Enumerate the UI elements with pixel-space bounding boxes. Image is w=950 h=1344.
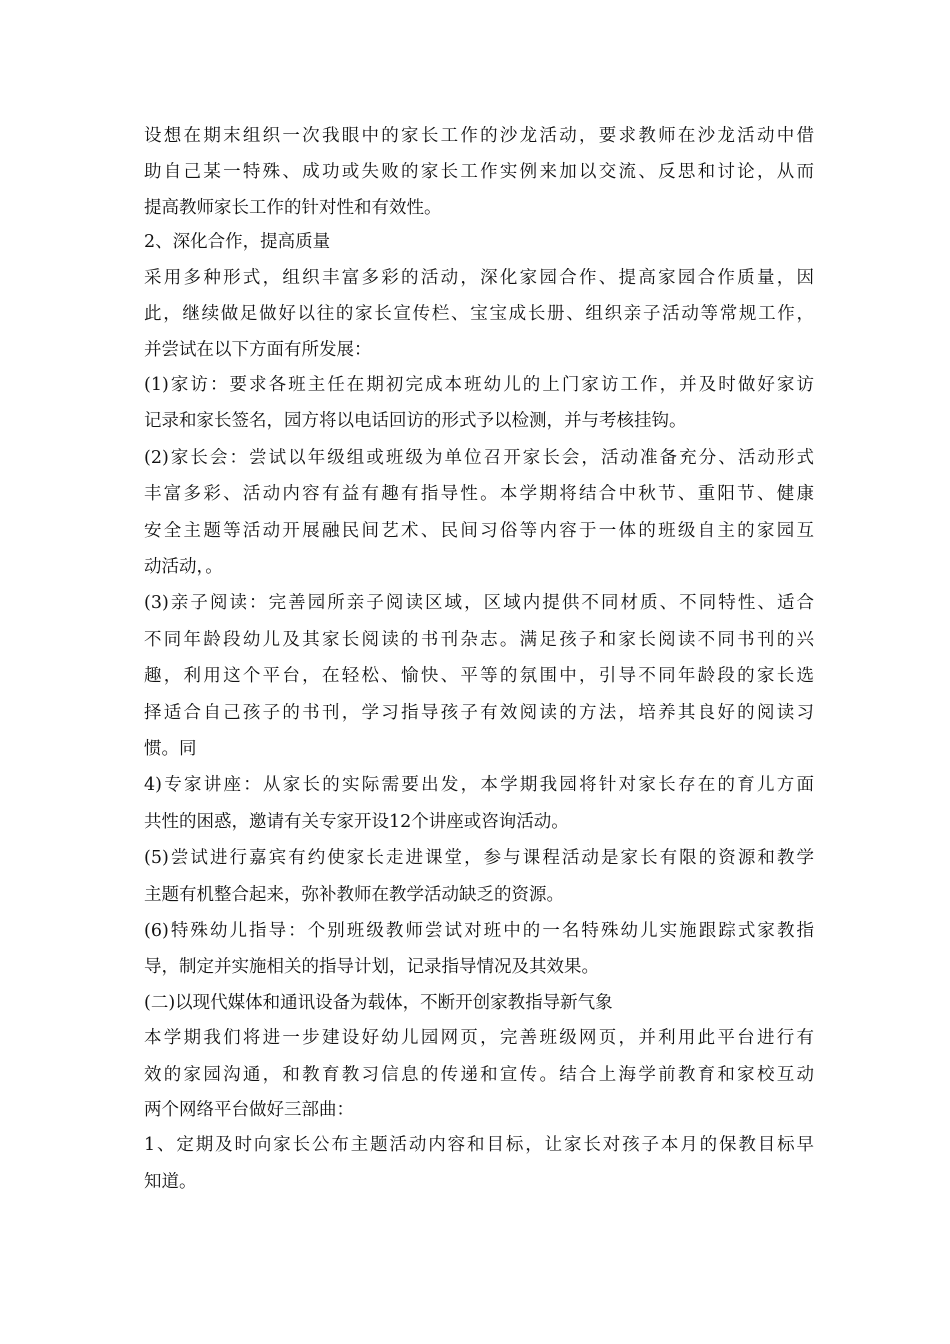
text-line: 择适合自己孩子的书刊，学习指导孩子有效阅读的方法，培养其良好的阅读习 [144, 702, 814, 723]
text-line: (1)家访：要求各班主任在期初完成本班幼儿的上门家访工作，并及时做好家访 [144, 375, 814, 396]
document-body [144, 118, 824, 1200]
text-line: 知道。 [144, 1171, 197, 1192]
text-line: 导，制定并实施相关的指导计划，记录指导情况及其效果。 [144, 957, 599, 978]
text-line: 效的家园沟通，和教育教习信息的传递和宣传。结合上海学前教育和家校互动 [144, 1064, 814, 1085]
text-line: 两个网络平台做好三部曲： [144, 1099, 354, 1120]
text-line: 惯。同 [144, 738, 197, 759]
text-line: 助自己某一特殊、成功或失败的家长工作实例来加以交流、反思和讨论，从而 [144, 162, 814, 183]
text-line: 趣，利用这个平台，在轻松、愉快、平等的氛围中，引导不同年龄段的家长选 [144, 666, 814, 687]
text-line: 此，继续做足做好以往的家长宣传栏、宝宝成长册、组织亲子活动等常规工作， [144, 304, 814, 325]
text-line: 安全主题等活动开展融民间艺术、民间习俗等内容于一体的班级自主的家园互 [144, 520, 814, 541]
text-line: 记录和家长签名，园方将以电话回访的形式予以检测，并与考核挂钩。 [144, 411, 687, 432]
text-line: 丰富多彩、活动内容有益有趣有指导性。本学期将结合中秋节、重阳节、健康 [144, 484, 814, 505]
text-line: 不同年龄段幼儿及其家长阅读的书刊杂志。满足孩子和家长阅读不同书刊的兴 [144, 629, 814, 650]
text-line: 本学期我们将进一步建设好幼儿园网页，完善班级网页，并利用此平台进行有 [144, 1028, 814, 1049]
text-line: 并尝试在以下方面有所发展： [144, 339, 372, 360]
section-heading: (二)以现代媒体和通讯设备为载体，不断开创家教指导新气象 [144, 992, 613, 1013]
text-line: 设想在期末组织一次我眼中的家长工作的沙龙活动，要求教师在沙龙活动中借 [144, 126, 814, 146]
text-line: 1、定期及时向家长公布主题活动内容和目标，让家长对孩子本月的保教目标早 [144, 1135, 814, 1156]
section-heading: 2、深化合作，提高质量 [144, 232, 331, 253]
text-line: 共性的困惑，邀请有关专家开设12个讲座或咨询活动。 [144, 811, 569, 832]
text-line: 主题有机整合起来，弥补教师在教学活动缺乏的资源。 [144, 884, 564, 905]
text-line: (6)特殊幼儿指导：个别班级教师尝试对班中的一名特殊幼儿实施跟踪式家教指 [144, 920, 814, 941]
text-line: 采用多种形式，组织丰富多彩的活动，深化家园合作、提高家园合作质量，因 [144, 267, 814, 288]
text-line: (2)家长会：尝试以年级组或班级为单位召开家长会，活动准备充分、活动形式 [144, 447, 814, 468]
text-line: (5)尝试进行嘉宾有约使家长走进课堂，参与课程活动是家长有限的资源和教学 [144, 848, 814, 869]
text-line: 4)专家讲座：从家长的实际需要出发，本学期我园将针对家长存在的育儿方面 [144, 775, 814, 796]
text-line: 提高教师家长工作的针对性和有效性。 [144, 197, 442, 218]
text-line: 动活动，。 [144, 557, 223, 578]
text-line: (3)亲子阅读：完善园所亲子阅读区域，区域内提供不同材质、不同特性、适合 [144, 593, 814, 614]
